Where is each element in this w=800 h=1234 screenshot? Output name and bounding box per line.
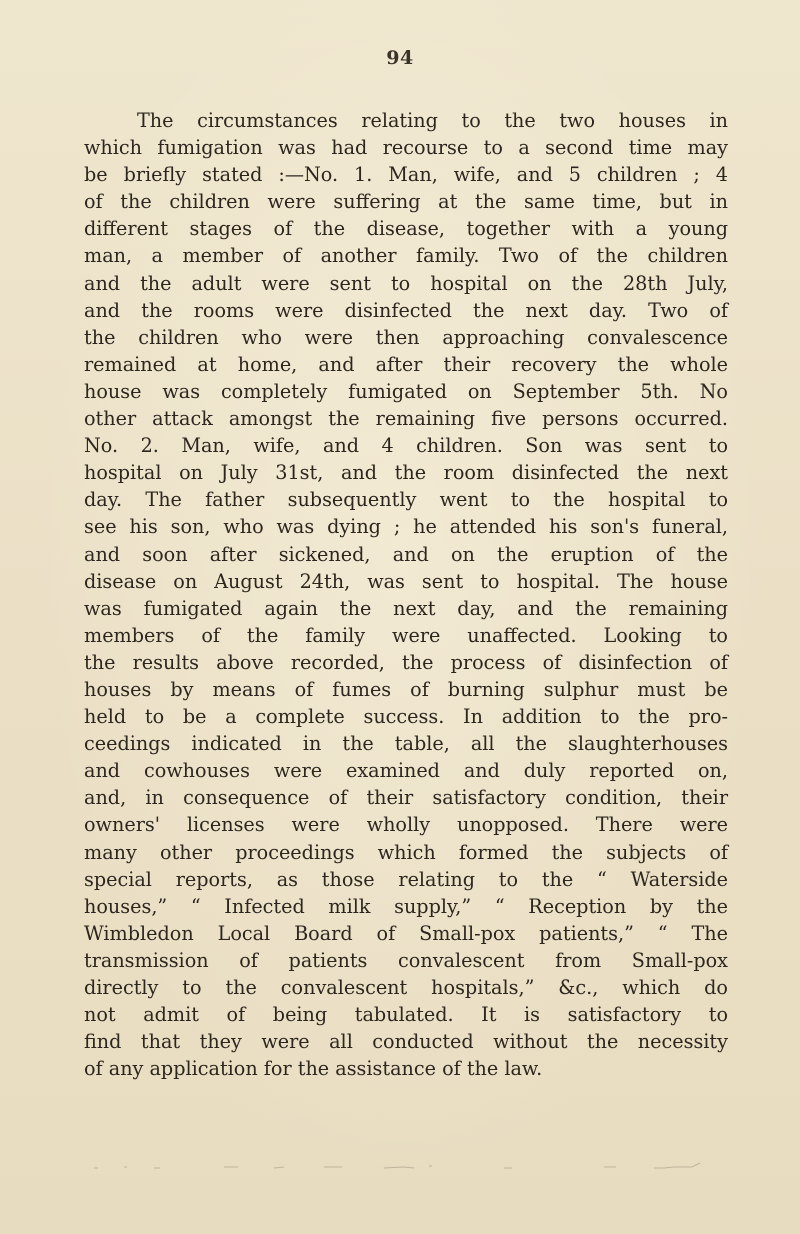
text-line: different stages of the disease, together with a young — [84, 217, 728, 241]
text-line: see his son, who was dying ; he attended his son's funeral, — [84, 515, 728, 539]
text-line: other attack amongst the remaining five persons occurred. — [84, 407, 728, 431]
text-line: was fumigated again the next day, and the remaining — [84, 596, 728, 620]
text-line: and the adult were sent to hospital on the 28th July, — [84, 271, 728, 295]
text-line: the children who were then approaching convalescence — [84, 325, 728, 349]
text-line: man, a member of another family. Two of the children — [84, 244, 728, 268]
print-smudge-marks — [84, 1160, 728, 1172]
text-line: directly to the convalescent hospitals,” &c., which do — [84, 976, 728, 999]
text-line: ceedings indicated in the table, all the slaughterhouses — [84, 732, 728, 756]
text-line: No. 2. Man, wife, and 4 children. Son was sent to — [84, 434, 728, 458]
body-paragraph — [84, 107, 728, 1082]
text-line: and cowhouses were examined and duly reported on, — [84, 759, 728, 783]
text-line: held to be a complete success. In addition to the pro- — [84, 705, 728, 729]
text-line: of any application for the assistance of the law. — [84, 1057, 543, 1081]
text-line: of the children were suffering at the same time, but in — [84, 190, 728, 214]
text-line: houses,” “ Infected milk supply,” “ Reception by the — [84, 894, 728, 918]
text-line: the results above recorded, the process of disinfection of — [84, 650, 728, 674]
text-line: members of the family were unaffected. Looking to — [84, 623, 728, 647]
text-line: and the rooms were disinfected the next day. Two of — [84, 298, 728, 322]
text-line: houses by means of fumes of burning sulphur must be — [84, 677, 728, 701]
text-line: find that they were all conducted without the necessity — [84, 1030, 728, 1054]
text-line: house was completely fumigated on September 5th. No — [84, 379, 728, 403]
text-line: owners' licenses were wholly unopposed. There were — [84, 813, 728, 837]
text-line: The circumstances relating to the two houses in — [137, 109, 728, 132]
text-line: and, in consequence of their satisfactory condition, their — [84, 786, 728, 810]
text-line: which fumigation was had recourse to a second time may — [84, 136, 728, 160]
text-line: special reports, as those relating to the “ Waterside — [84, 867, 728, 891]
page-number: 94 — [386, 47, 414, 69]
text-line: not admit of being tabulated. It is satisfactory to — [84, 1003, 728, 1027]
text-line: hospital on July 31st, and the room disinfected the next — [84, 461, 728, 485]
text-line: be briefly stated :—No. 1. Man, wife, and 5 children ; 4 — [84, 163, 728, 187]
text-line: and soon after sickened, and on the eruption of the — [84, 542, 728, 566]
text-line: day. The father subsequently went to the hospital to — [84, 488, 728, 512]
text-line: remained at home, and after their recovery the whole — [84, 352, 728, 376]
text-line: Wimbledon Local Board of Small-pox patients,” “ The — [84, 921, 728, 945]
text-line: transmission of patients convalescent from Small-pox — [84, 948, 728, 972]
text-line: many other proceedings which formed the subjects of — [84, 840, 728, 864]
text-line: disease on August 24th, was sent to hospital. The house — [84, 569, 728, 593]
